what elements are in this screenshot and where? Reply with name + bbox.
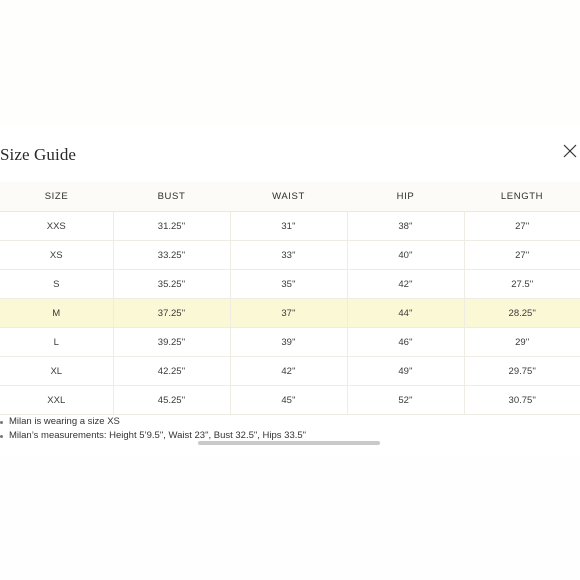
table-row bbox=[0, 328, 580, 357]
cell-bust: 39.25'' bbox=[113, 328, 230, 357]
cell-size: L bbox=[0, 328, 113, 357]
cell-length: 29'' bbox=[464, 328, 580, 357]
cell-bust: 37.25'' bbox=[113, 299, 230, 328]
cell-waist: 45'' bbox=[230, 386, 347, 415]
column-header-length: LENGTH bbox=[464, 182, 580, 212]
table-row bbox=[0, 270, 580, 299]
cell-bust: 31.25'' bbox=[113, 212, 230, 241]
column-header-hip: HIP bbox=[347, 182, 464, 212]
close-button[interactable] bbox=[562, 143, 578, 159]
cell-size: S bbox=[0, 270, 113, 299]
cell-waist: 39'' bbox=[230, 328, 347, 357]
cell-hip: 52'' bbox=[347, 386, 464, 415]
bottom-backdrop bbox=[0, 455, 580, 580]
list-item bbox=[0, 415, 306, 429]
close-icon bbox=[562, 143, 578, 159]
cell-waist: 37'' bbox=[230, 299, 347, 328]
modal-title: Size Guide bbox=[0, 145, 77, 164]
cell-length: 27.5'' bbox=[464, 270, 580, 299]
table-row bbox=[0, 386, 580, 415]
table-row-highlighted bbox=[0, 299, 580, 328]
horizontal-scrollbar[interactable] bbox=[198, 441, 380, 445]
cell-waist: 31'' bbox=[230, 212, 347, 241]
cell-hip: 38'' bbox=[347, 212, 464, 241]
cell-waist: 35'' bbox=[230, 270, 347, 299]
table-row bbox=[0, 241, 580, 270]
size-table bbox=[0, 182, 580, 415]
cell-bust: 35.25'' bbox=[113, 270, 230, 299]
note-text: Milan’s measurements: Height 5’9.5", Waist 23", Bust 32.5", Hips 33.5" bbox=[9, 430, 307, 441]
bullet-icon bbox=[0, 435, 3, 438]
cell-waist: 33'' bbox=[230, 241, 347, 270]
cell-hip: 44'' bbox=[347, 299, 464, 328]
size-guide-modal bbox=[0, 125, 580, 455]
cell-length: 27'' bbox=[464, 212, 580, 241]
cell-length: 27'' bbox=[464, 241, 580, 270]
bullet-icon bbox=[0, 421, 3, 424]
cell-waist: 42'' bbox=[230, 357, 347, 386]
size-table-wrapper bbox=[0, 182, 580, 415]
cell-size: XXS bbox=[0, 212, 113, 241]
table-header-row bbox=[0, 182, 580, 212]
cell-size: XL bbox=[0, 357, 113, 386]
top-backdrop bbox=[0, 0, 580, 125]
cell-hip: 49'' bbox=[347, 357, 464, 386]
cell-bust: 45.25'' bbox=[113, 386, 230, 415]
column-header-bust: BUST bbox=[113, 182, 230, 212]
table-row bbox=[0, 357, 580, 386]
table-row bbox=[0, 212, 580, 241]
cell-length: 30.75'' bbox=[464, 386, 580, 415]
cell-length: 28.25'' bbox=[464, 299, 580, 328]
cell-hip: 46'' bbox=[347, 328, 464, 357]
cell-hip: 42'' bbox=[347, 270, 464, 299]
column-header-waist: WAIST bbox=[230, 182, 347, 212]
note-text: Milan is wearing a size XS bbox=[9, 416, 120, 427]
cell-size: M bbox=[0, 299, 113, 328]
cell-hip: 40'' bbox=[347, 241, 464, 270]
cell-bust: 42.25'' bbox=[113, 357, 230, 386]
column-header-size: SIZE bbox=[0, 182, 113, 212]
model-notes bbox=[0, 415, 306, 443]
cell-bust: 33.25'' bbox=[113, 241, 230, 270]
cell-size: XS bbox=[0, 241, 113, 270]
cell-length: 29.75'' bbox=[464, 357, 580, 386]
cell-size: XXL bbox=[0, 386, 113, 415]
